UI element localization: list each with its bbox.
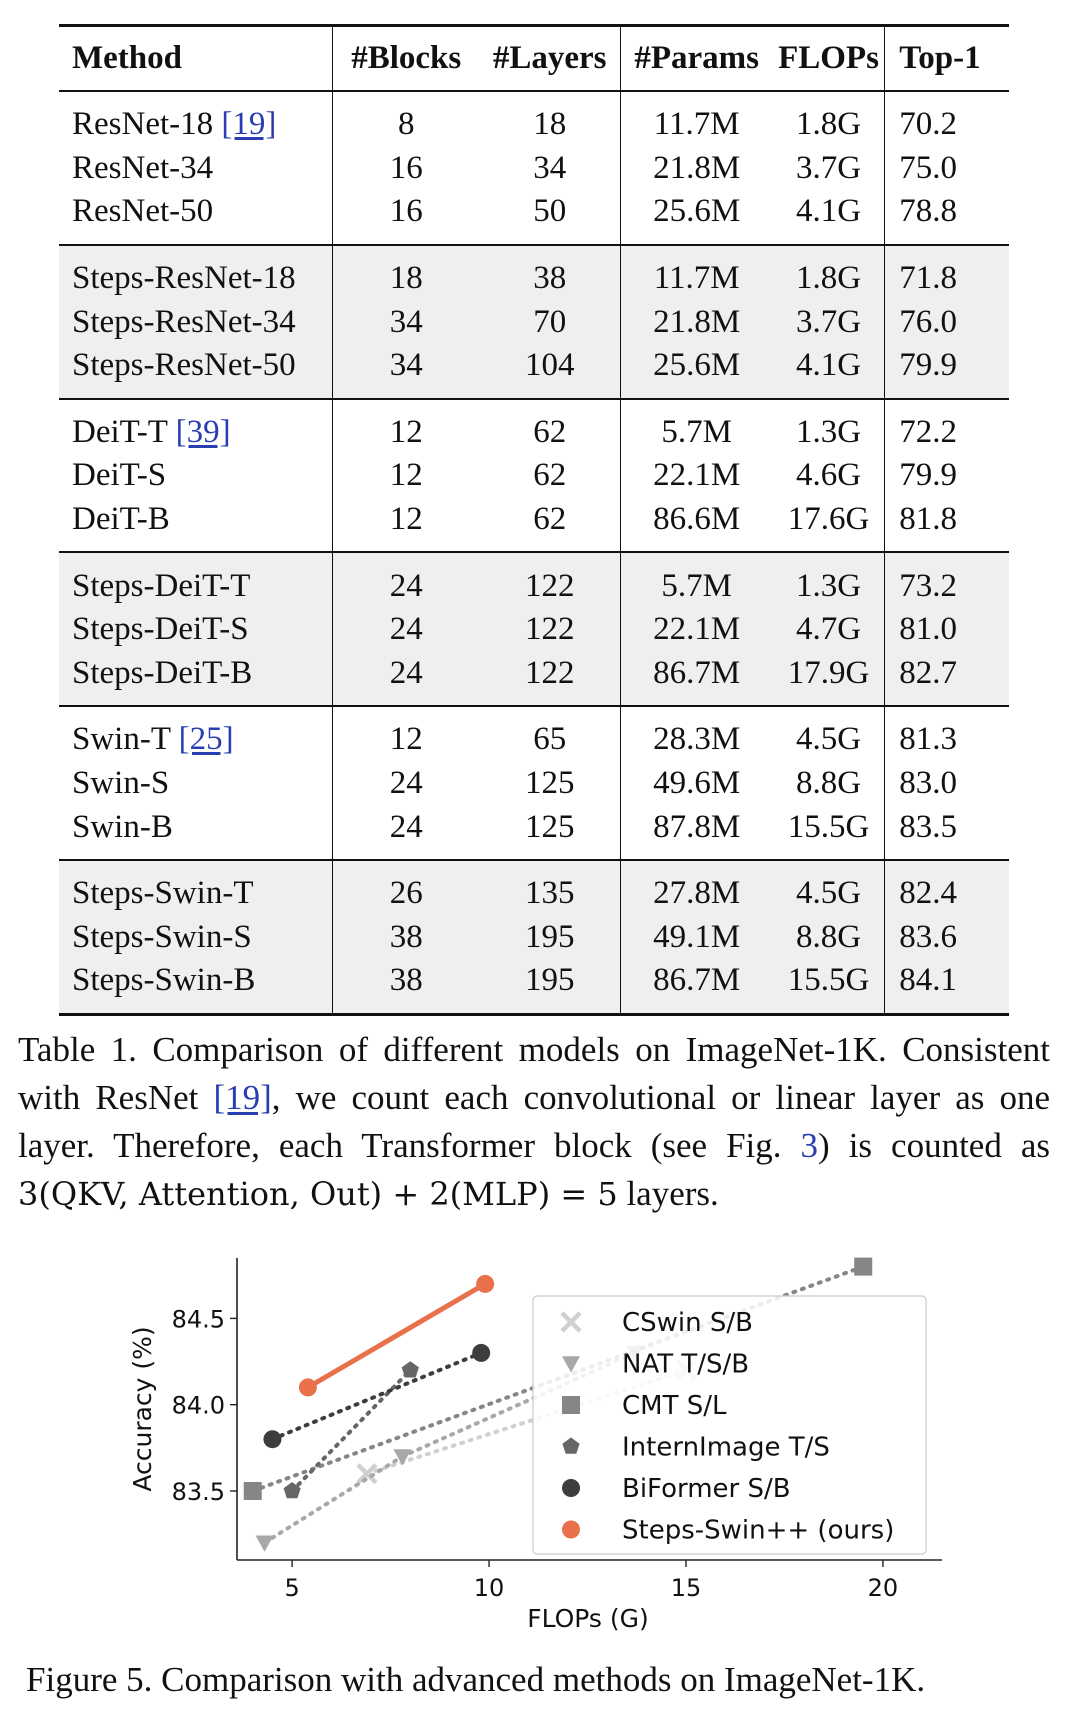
cell-method bbox=[59, 860, 332, 916]
table-row bbox=[59, 399, 1009, 455]
cell-params: 86.7M bbox=[620, 959, 773, 1014]
method-name: ResNet-50 bbox=[72, 193, 214, 230]
table-header bbox=[59, 26, 1009, 92]
legend-marker bbox=[562, 1396, 580, 1414]
cell-method bbox=[59, 652, 332, 707]
cell-method bbox=[59, 190, 332, 245]
legend-marker bbox=[562, 1479, 580, 1497]
cell-flops: 8.8G bbox=[773, 916, 885, 960]
method-name: Steps-Swin-T bbox=[72, 875, 254, 912]
cell-blocks: 38 bbox=[332, 916, 480, 960]
table-row bbox=[59, 245, 1009, 301]
cell-top1: 70.2 bbox=[899, 106, 958, 143]
cell-method bbox=[59, 498, 332, 553]
method-name: DeiT-S bbox=[72, 457, 167, 494]
cell-blocks: 38 bbox=[332, 959, 480, 1014]
table-group bbox=[59, 245, 1009, 399]
cell-method bbox=[59, 91, 332, 147]
data-point bbox=[854, 1258, 872, 1276]
citation-link[interactable]: [25] bbox=[178, 721, 234, 758]
method-name: DeiT-B bbox=[72, 501, 170, 538]
cell-layers: 62 bbox=[480, 454, 620, 498]
y-tick-label: 84.0 bbox=[171, 1391, 225, 1420]
cell-params: 25.6M bbox=[620, 344, 773, 399]
cell-flops: 1.8G bbox=[773, 91, 885, 147]
x-tick-label: 15 bbox=[670, 1574, 702, 1602]
data-point bbox=[476, 1275, 494, 1293]
cell-params: 49.6M bbox=[653, 765, 741, 802]
table-group bbox=[59, 91, 1009, 245]
method-name: DeiT-T bbox=[72, 413, 168, 450]
cell-blocks: 12 bbox=[389, 501, 423, 538]
table-caption-text-4: layers. bbox=[617, 1174, 719, 1213]
legend-label: NAT T/S/B bbox=[622, 1349, 750, 1380]
cell-flops: 1.3G bbox=[773, 552, 885, 608]
method-name: Steps-DeiT-B bbox=[72, 654, 253, 691]
legend-label: CSwin S/B bbox=[622, 1308, 753, 1338]
data-point bbox=[472, 1344, 490, 1362]
cell-blocks: 16 bbox=[389, 193, 423, 230]
cell-params: 25.6M bbox=[653, 193, 741, 230]
cell-top1: 84.1 bbox=[885, 959, 1009, 1014]
cell-layers: 62 bbox=[480, 498, 620, 553]
cell-params: 87.8M bbox=[653, 808, 741, 845]
data-point bbox=[244, 1482, 262, 1500]
citation-link[interactable]: [19] bbox=[221, 106, 277, 143]
x-tick-label: 10 bbox=[473, 1574, 505, 1602]
results-table bbox=[59, 24, 1009, 1016]
legend-marker bbox=[562, 1521, 580, 1539]
method-name: Steps-Swin-S bbox=[72, 918, 252, 955]
cell-flops: 4.6G bbox=[773, 454, 885, 498]
cell-blocks: 12 bbox=[389, 457, 423, 494]
cell-params: 11.7M bbox=[653, 106, 740, 143]
cell-blocks: 16 bbox=[389, 149, 423, 186]
method-name: Steps-ResNet-34 bbox=[72, 303, 296, 340]
table-row bbox=[59, 860, 1009, 916]
cell-top1: 78.8 bbox=[899, 193, 958, 230]
cell-blocks: 18 bbox=[332, 245, 480, 301]
table-row bbox=[59, 608, 1009, 652]
cell-method bbox=[59, 245, 332, 301]
table-caption-text-3: ) is counted as bbox=[818, 1126, 1050, 1165]
accuracy-vs-flops-chart bbox=[0, 1230, 1068, 1650]
cell-flops: 4.7G bbox=[773, 608, 885, 652]
cell-top1: 79.9 bbox=[885, 344, 1009, 399]
table-row bbox=[59, 762, 1009, 806]
series-line bbox=[308, 1284, 485, 1388]
data-point bbox=[393, 1449, 411, 1465]
cell-params: 22.1M bbox=[653, 457, 741, 494]
cell-blocks: 34 bbox=[332, 344, 480, 399]
header-params: #Params bbox=[634, 40, 760, 76]
y-axis-label: Accuracy (%) bbox=[128, 1326, 157, 1492]
method-name: ResNet-34 bbox=[72, 149, 214, 186]
cell-top1: 83.5 bbox=[899, 808, 958, 845]
x-axis-label: FLOPs (G) bbox=[527, 1604, 649, 1633]
cell-top1: 83.6 bbox=[885, 916, 1009, 960]
citation-link[interactable]: [39] bbox=[175, 413, 231, 450]
header-row bbox=[59, 26, 1009, 92]
table-row bbox=[59, 916, 1009, 960]
chart-legend bbox=[533, 1296, 926, 1554]
cell-params: 28.3M bbox=[653, 721, 741, 758]
figure-caption: Figure 5. Comparison with advanced methods on ImageNet-1K. bbox=[26, 1660, 926, 1699]
cell-top1: 82.4 bbox=[885, 860, 1009, 916]
cell-layers: 34 bbox=[480, 147, 620, 191]
table-caption-text-1: Table 1. Comparison of different models on ImageNet-1K. Consistent with ResNet bbox=[18, 1030, 1050, 1117]
method-name: Steps-ResNet-18 bbox=[72, 260, 296, 297]
table-row bbox=[59, 498, 1009, 553]
cell-flops: 15.5G bbox=[773, 805, 885, 860]
cell-layers: 62 bbox=[480, 399, 620, 455]
table-group bbox=[59, 399, 1009, 553]
cell-top1: 76.0 bbox=[885, 300, 1009, 344]
cell-layers: 195 bbox=[480, 916, 620, 960]
cell-method bbox=[59, 344, 332, 399]
table-row bbox=[59, 91, 1009, 147]
x-tick-label: 20 bbox=[867, 1574, 899, 1602]
table-caption bbox=[18, 1026, 1050, 1218]
cell-flops: 1.3G bbox=[773, 399, 885, 455]
header-layers: #Layers bbox=[480, 26, 620, 92]
cell-params: 5.7M bbox=[661, 413, 732, 450]
cell-method bbox=[59, 916, 332, 960]
cell-layers: 65 bbox=[480, 706, 620, 762]
table-row bbox=[59, 454, 1009, 498]
cell-method bbox=[59, 454, 332, 498]
table-row bbox=[59, 300, 1009, 344]
method-name: Steps-Swin-B bbox=[72, 962, 256, 999]
cell-params: 49.1M bbox=[620, 916, 773, 960]
x-tick-label: 5 bbox=[284, 1574, 300, 1602]
cell-blocks: 26 bbox=[332, 860, 480, 916]
cell-blocks: 24 bbox=[389, 765, 423, 802]
cell-layers: 18 bbox=[480, 91, 620, 147]
cell-blocks: 8 bbox=[397, 106, 415, 143]
cell-top1: 72.2 bbox=[899, 413, 958, 450]
cell-layers: 125 bbox=[480, 762, 620, 806]
cell-method bbox=[59, 706, 332, 762]
cell-blocks: 24 bbox=[332, 552, 480, 608]
table-row bbox=[59, 652, 1009, 707]
method-name: Steps-DeiT-S bbox=[72, 611, 249, 648]
cell-top1: 83.0 bbox=[899, 765, 958, 802]
legend-label: CMT S/L bbox=[622, 1391, 727, 1421]
data-point bbox=[299, 1378, 317, 1396]
cell-layers: 122 bbox=[480, 652, 620, 707]
cell-flops: 3.7G bbox=[773, 147, 885, 191]
cell-flops: 4.5G bbox=[773, 706, 885, 762]
cell-method bbox=[59, 147, 332, 191]
cell-params: 27.8M bbox=[620, 860, 773, 916]
header-blocks: #Blocks bbox=[351, 40, 462, 76]
cell-flops: 1.8G bbox=[773, 245, 885, 301]
cell-layers: 195 bbox=[480, 959, 620, 1014]
cell-method bbox=[59, 552, 332, 608]
cell-flops: 17.6G bbox=[773, 498, 885, 553]
cell-layers: 125 bbox=[480, 805, 620, 860]
layer-count-formula: 3(QKV, Attention, Out) + 2(MLP) = 5 bbox=[18, 1175, 618, 1213]
table-row bbox=[59, 190, 1009, 245]
cell-blocks: 12 bbox=[389, 721, 423, 758]
table-caption-text-2: , we count each convolutional or linear layer as one layer. Therefore, each Transformer block (see Fig. bbox=[18, 1078, 1050, 1165]
legend-label: InternImage T/S bbox=[622, 1432, 830, 1463]
header-top1: Top-1 bbox=[899, 40, 981, 76]
cell-method bbox=[59, 805, 332, 860]
method-name: Swin-T bbox=[72, 721, 171, 758]
cell-flops: 4.5G bbox=[773, 860, 885, 916]
method-name: Swin-B bbox=[72, 808, 173, 845]
table-group bbox=[59, 860, 1009, 1014]
cell-flops: 4.1G bbox=[773, 344, 885, 399]
table-row bbox=[59, 552, 1009, 608]
cell-params: 86.6M bbox=[653, 501, 741, 538]
cell-flops: 8.8G bbox=[773, 762, 885, 806]
cell-blocks: 34 bbox=[332, 300, 480, 344]
table-row bbox=[59, 805, 1009, 860]
cell-blocks: 24 bbox=[389, 808, 423, 845]
header-method: Method bbox=[59, 26, 332, 92]
cell-top1: 73.2 bbox=[885, 552, 1009, 608]
figure-ref-link[interactable]: 3 bbox=[800, 1126, 819, 1165]
table-row bbox=[59, 706, 1009, 762]
cell-blocks: 12 bbox=[389, 413, 423, 450]
cell-top1: 81.0 bbox=[885, 608, 1009, 652]
method-name: Steps-DeiT-T bbox=[72, 567, 251, 604]
results-table-container bbox=[59, 24, 1009, 1016]
method-name: Swin-S bbox=[72, 765, 170, 802]
cell-top1: 81.8 bbox=[899, 501, 958, 538]
y-tick-label: 83.5 bbox=[171, 1477, 225, 1506]
method-name: ResNet-18 bbox=[72, 106, 214, 143]
method-name: Steps-ResNet-50 bbox=[72, 347, 296, 384]
table-row bbox=[59, 147, 1009, 191]
cell-layers: 70 bbox=[480, 300, 620, 344]
cell-method bbox=[59, 300, 332, 344]
data-point bbox=[402, 1361, 419, 1377]
cell-top1: 79.9 bbox=[899, 457, 958, 494]
cell-params: 21.8M bbox=[620, 300, 773, 344]
cell-blocks: 24 bbox=[332, 652, 480, 707]
cell-layers: 135 bbox=[480, 860, 620, 916]
cell-layers: 104 bbox=[480, 344, 620, 399]
cell-method bbox=[59, 399, 332, 455]
cell-params: 21.8M bbox=[653, 149, 741, 186]
legend-label: BiFormer S/B bbox=[622, 1474, 791, 1504]
cell-method bbox=[59, 762, 332, 806]
cell-params: 22.1M bbox=[620, 608, 773, 652]
cell-layers: 38 bbox=[480, 245, 620, 301]
cell-flops: 3.7G bbox=[773, 300, 885, 344]
cell-top1: 71.8 bbox=[885, 245, 1009, 301]
table-caption-cite-link[interactable]: [19] bbox=[213, 1078, 272, 1117]
cell-top1: 75.0 bbox=[899, 149, 958, 186]
cell-layers: 50 bbox=[480, 190, 620, 245]
data-point bbox=[263, 1430, 281, 1448]
data-point bbox=[256, 1536, 274, 1552]
cell-params: 86.7M bbox=[620, 652, 773, 707]
series-line bbox=[272, 1353, 481, 1439]
cell-flops: 15.5G bbox=[773, 959, 885, 1014]
cell-method bbox=[59, 959, 332, 1014]
cell-flops: 17.9G bbox=[773, 652, 885, 707]
table-row bbox=[59, 959, 1009, 1014]
table-row bbox=[59, 344, 1009, 399]
cell-blocks: 24 bbox=[332, 608, 480, 652]
cell-params: 11.7M bbox=[620, 245, 773, 301]
legend-label: Steps-Swin++ (ours) bbox=[622, 1515, 895, 1546]
cell-params: 5.7M bbox=[620, 552, 773, 608]
cell-top1: 82.7 bbox=[885, 652, 1009, 707]
y-tick-label: 84.5 bbox=[171, 1305, 225, 1334]
header-flops: FLOPs bbox=[773, 26, 885, 92]
cell-flops: 4.1G bbox=[773, 190, 885, 245]
cell-layers: 122 bbox=[480, 552, 620, 608]
table-group bbox=[59, 706, 1009, 860]
cell-layers: 122 bbox=[480, 608, 620, 652]
table-group bbox=[59, 552, 1009, 706]
cell-method bbox=[59, 608, 332, 652]
cell-top1: 81.3 bbox=[899, 721, 958, 758]
